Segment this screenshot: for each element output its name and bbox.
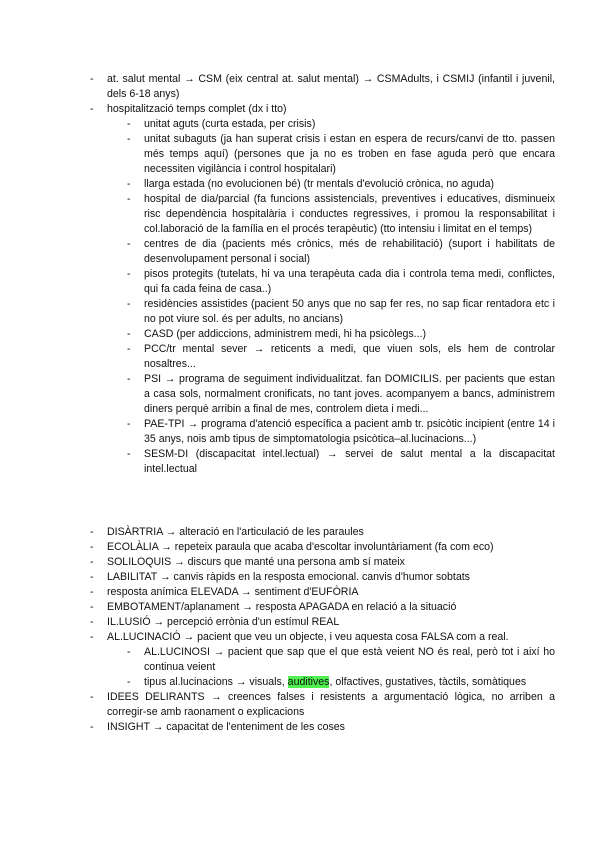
sub-list-item: - PCC/tr mental sever → reticents a medi, que viuen sols, els hem de controlar nosaltres... [144,342,555,372]
sub-list-item: - PSI → programa de seguiment individualitzat. fan DOMICILIS. per pacients que estan a casa sols, normalment cronificats, no tant joves. acompanyem a bancs, administrem diners perquè arribin a final de mes, controlem dieta i medi... [144,372,555,417]
sub-list-item: - residències assistides (pacient 50 anys que no sap fer res, no sap ficar rentadora etc i no pot viure sol. és per adults, no ancians) [144,297,555,327]
sub-list-item: - tipus al.lucinacions → visuals, auditives, olfactives, gustatives, tàctils, somàtiques [144,675,555,690]
sub-list-item: - hospital de dia/parcial (fa funcions assistencials, preventives i educatives, disminueix risc dependència hospitalària i conductes regressives, i promou la responsabilitat i col.laboració de la família en el procés terapèutic) (tto intensiu i limitat en el temps) [144,192,555,237]
sub-list-item: - llarga estada (no evolucionen bé) (tr mentals d'evolució crònica, no aguda) [144,177,555,192]
list-item: - INSIGHT → capacitat de l'enteniment de les coses [107,720,555,735]
list-item: - hospitalització temps complet (dx i tto) - unitat aguts (curta estada, per crisis) - unitat subaguts (ja han superat crisis i estan en espera de recurs/canvi de tto. passen més temps aquí) (persones que ja no es troben en fase aguda però que encara necessiten vigilància i control hospitalari) - llarga estada (no evolucionen bé) (tr mentals d'evolució crònica, no aguda) - hospital de dia/parcial (fa funcions assistencials, preventives i educatives, disminueix risc dependència hospitalària i conductes regressives, i promou la responsabilitat i col.laboració de la família en el procés terapèutic) (tto intensiu i limitat en el temps) - centres de dia (pacients més crònics, més de rehabilitació) (suport i habilitats de desenvolupament personal i social) - pisos protegits (tutelats, hi va una terapèuta cada dia i controla tema medi, conflictes, qui fa cada feina de casa..) - residències assistides (pacient 50 anys que no sap fer res, no sap ficar rentadora etc i no pot viure sol. és per adults, no ancians) - CASD (per addiccions, administrem medi, hi ha psicòlegs...) - PCC/tr mental sever → reticents a medi, que viuen sols, els hem de controlar nosaltres... - PSI → programa de seguiment individualitzat. fan DOMICILIS. per pacients que estan a casa sols, normalment cronificats, no tant joves. acompanyem a bancs, administrem diners perquè arribin a final de mes, controlem dieta i medi... - PAE-TPI → programa d'atenció específica a pacient amb tr. psicòtic incipient (entre 14 i 35 anys, nois amb tipus de simptomatologia psicòtica–al.lucinacions...) - SESM-DI (discapacitat intel.lectual) → servei de salut mental a la discapacitat intel.lectual [107,102,555,477]
hallucination-sublist [144,645,555,690]
sub-list-item: - unitat subaguts (ja han superat crisis i estan en espera de recurs/canvi de tto. passen més temps aquí) (persones que ja no es troben en fase aguda però que encara necessiten vigilància i control hospitalari) [144,132,555,177]
services-list [107,72,555,477]
list-item: - IDEES DELIRANTS → creences falses i resistents a argumentació lògica, no arriben a corregir-se amb raonament o explicacions [107,690,555,720]
list-item: - ECOLÀLIA → repeteix paraula que acaba d'escoltar involuntàriament (fa com eco) [107,540,555,555]
list-item: - AL.LUCINACIÓ → pacient que veu un objecte, i veu aquesta cosa FALSA com a real. - AL.LUCINOSI → pacient que sap que el que està veient NO és real, però tot i així ho continua veient - tipus al.lucinacions → visuals, auditives, olfactives, gustatives, tàctils, somàtiques [107,630,555,690]
list-item: - SOLILOQUIS → discurs que manté una persona amb sí mateix [107,555,555,570]
sub-list-item: - pisos protegits (tutelats, hi va una terapèuta cada dia i controla tema medi, conflictes, qui fa cada feina de casa..) [144,267,555,297]
highlighted-word: auditives [287,676,330,688]
sub-list-item: - AL.LUCINOSI → pacient que sap que el que està veient NO és real, però tot i així ho continua veient [144,645,555,675]
sub-list-item: - CASD (per addiccions, administrem medi, hi ha psicòlegs...) [144,327,555,342]
list-item: - at. salut mental → CSM (eix central at. salut mental) → CSMAdults, i CSMIJ (infantil i juvenil, dels 6-18 anys) [107,72,555,102]
sub-list-item: - SESM-DI (discapacitat intel.lectual) → servei de salut mental a la discapacitat intel.lectual [144,447,555,477]
list-item: - LABILITAT → canvis ràpids en la resposta emocional. canvis d'humor sobtats [107,570,555,585]
list-item: - DISÀRTRIA → alteració en l'articulació de les paraules [107,525,555,540]
sub-list-item: - PAE-TPI → programa d'atenció específica a pacient amb tr. psicòtic incipient (entre 14 i 35 anys, nois amb tipus de simptomatologia psicòtica–al.lucinacions...) [144,417,555,447]
sub-list-item: - unitat aguts (curta estada, per crisis) [144,117,555,132]
hospitalization-sublist [144,117,555,477]
list-item: - IL.LUSIÓ → percepció errònia d'un estímul REAL [107,615,555,630]
terms-list [107,525,555,735]
sub-list-item: - centres de dia (pacients més crònics, més de rehabilitació) (suport i habilitats de desenvolupament personal i social) [144,237,555,267]
list-item: - EMBOTAMENT/aplanament → resposta APAGADA en relació a la situació [107,600,555,615]
list-item: - resposta anímica ELEVADA → sentiment d'EUFÒRIA [107,585,555,600]
